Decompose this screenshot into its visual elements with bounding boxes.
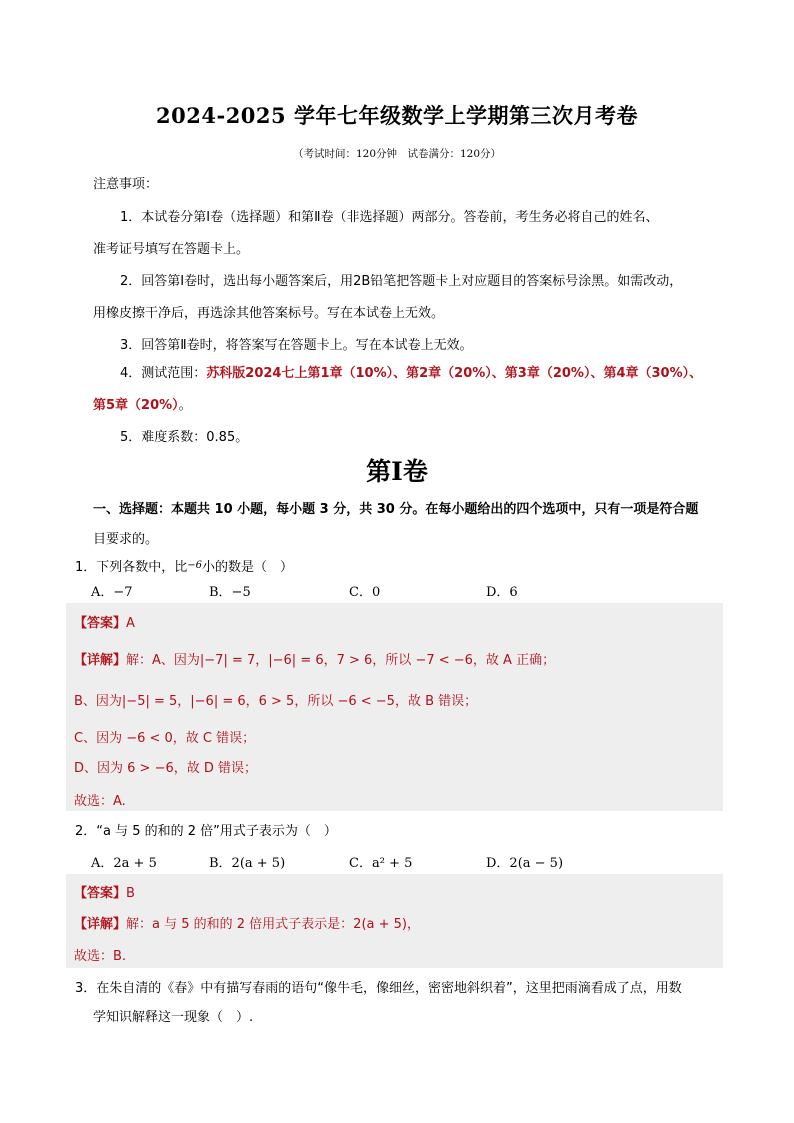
test-scope-b: 第5章（20%） bbox=[93, 398, 179, 413]
q2-detail-key: 【详解】 bbox=[74, 917, 127, 932]
q2-detail-line-1 bbox=[74, 913, 420, 932]
q1-option-b: B．−5 bbox=[209, 585, 251, 600]
q2-detail-1: 解：a 与 5 的和的 2 倍用式子表示是：2(a + 5)， bbox=[126, 917, 420, 932]
notice-item-1a: 1．本试卷分第Ⅰ卷（选择题）和第Ⅱ卷（非选择题）两部分。答卷前，考生务必将自己的姓名、 bbox=[120, 210, 659, 225]
q1-detail-line-1 bbox=[74, 649, 555, 668]
q1-option-d: D．6 bbox=[486, 585, 518, 600]
question-2-stem: 2．“a 与 5 的和的 2 倍”用式子表示为（ ） bbox=[75, 824, 337, 839]
section-heading-line1 bbox=[93, 498, 698, 517]
q1-stem-number: −6 bbox=[187, 560, 203, 571]
page-title: 2024-2025 学年七年级数学上学期第三次月考卷 bbox=[156, 103, 638, 128]
notice-item-5: 5．难度系数：0.85。 bbox=[120, 430, 249, 445]
q1-answer-value: A bbox=[126, 616, 135, 631]
notice-item-4b bbox=[93, 394, 192, 413]
notice-item-2a: 2．回答第Ⅰ卷时，选出每小题答案后，用2B铅笔把答题卡上对应题目的答案标号涂黑。如需改动， bbox=[120, 274, 683, 289]
notice-item-4-suffix: 。 bbox=[178, 398, 192, 413]
q2-option-b: B．2(a + 5) bbox=[209, 856, 286, 871]
notice-heading: 注意事项： bbox=[93, 177, 159, 192]
question-1-stem bbox=[75, 556, 293, 575]
q1-detail-1: 解：A、因为|−7| = 7，|−6| = 6，7 > 6，所以 −7 < −6，故 A 正确； bbox=[126, 653, 556, 668]
exam-info: （考试时间：120分钟 试卷满分：120分） bbox=[292, 148, 502, 160]
notice-item-4-prefix: 4．测试范围： bbox=[120, 366, 207, 381]
question-3-stem-line1: 3．在朱自清的《春》中有描写春雨的语句“像牛毛，像细丝，密密地斜织着”，这里把雨滴看成了点，用数 bbox=[75, 981, 682, 996]
q2-option-d: D．2(a − 5) bbox=[486, 856, 564, 871]
q2-answer bbox=[74, 882, 135, 901]
q2-answer-key: 【答案】 bbox=[74, 886, 127, 901]
q1-detail-line-3: C、因为 −6 < 0，故 C 错误； bbox=[74, 731, 256, 746]
q1-detail-line-2: B、因为|−5| = 5，|−6| = 6，6 > 5，所以 −6 < −5，故 B 错误； bbox=[74, 694, 478, 709]
section-heading-line2: 目要求的。 bbox=[93, 532, 159, 547]
notice-item-3: 3．回答第Ⅱ卷时，将答案写在答题卡上。写在本试卷上无效。 bbox=[120, 338, 473, 353]
q2-answer-value: B bbox=[126, 886, 135, 901]
test-scope-a: 苏科版2024七上第1章（10%）、第2章（20%）、第3章（20%）、第4章（30%）、 bbox=[206, 366, 703, 381]
q1-detail-key: 【详解】 bbox=[74, 653, 127, 668]
q2-detail-line-2: 故选：B. bbox=[74, 949, 127, 964]
question-3-stem-line2: 学知识解释这一现象（ ）. bbox=[93, 1010, 254, 1025]
section-instruction: 一、选择题：本题共 10 小题，每小题 3 分，共 30 分。在每小题给出的四个选项中，只有一项是符合题 bbox=[93, 502, 699, 517]
q1-answer-key: 【答案】 bbox=[74, 616, 127, 631]
notice-item-1b: 准考证号填写在答题卡上。 bbox=[93, 242, 250, 257]
volume-title: 第Ⅰ卷 bbox=[366, 457, 428, 486]
q1-option-a: A．−7 bbox=[91, 585, 133, 600]
q1-option-c: C．0 bbox=[349, 585, 381, 600]
q1-stem-a: 1．下列各数中，比 bbox=[75, 560, 188, 575]
q1-detail-line-4: D、因为 6 > −6，故 D 错误； bbox=[74, 761, 258, 776]
q1-stem-b: 小的数是（ ） bbox=[202, 560, 294, 575]
q2-option-a: A．2a + 5 bbox=[91, 856, 157, 871]
q1-answer bbox=[74, 612, 135, 631]
q2-option-c: C．a² + 5 bbox=[349, 856, 413, 871]
notice-item-2b: 用橡皮擦干净后，再选涂其他答案标号。写在本试卷上无效。 bbox=[93, 306, 445, 321]
q1-detail-line-5: 故选：A. bbox=[74, 794, 126, 809]
notice-item-4a bbox=[120, 362, 702, 381]
